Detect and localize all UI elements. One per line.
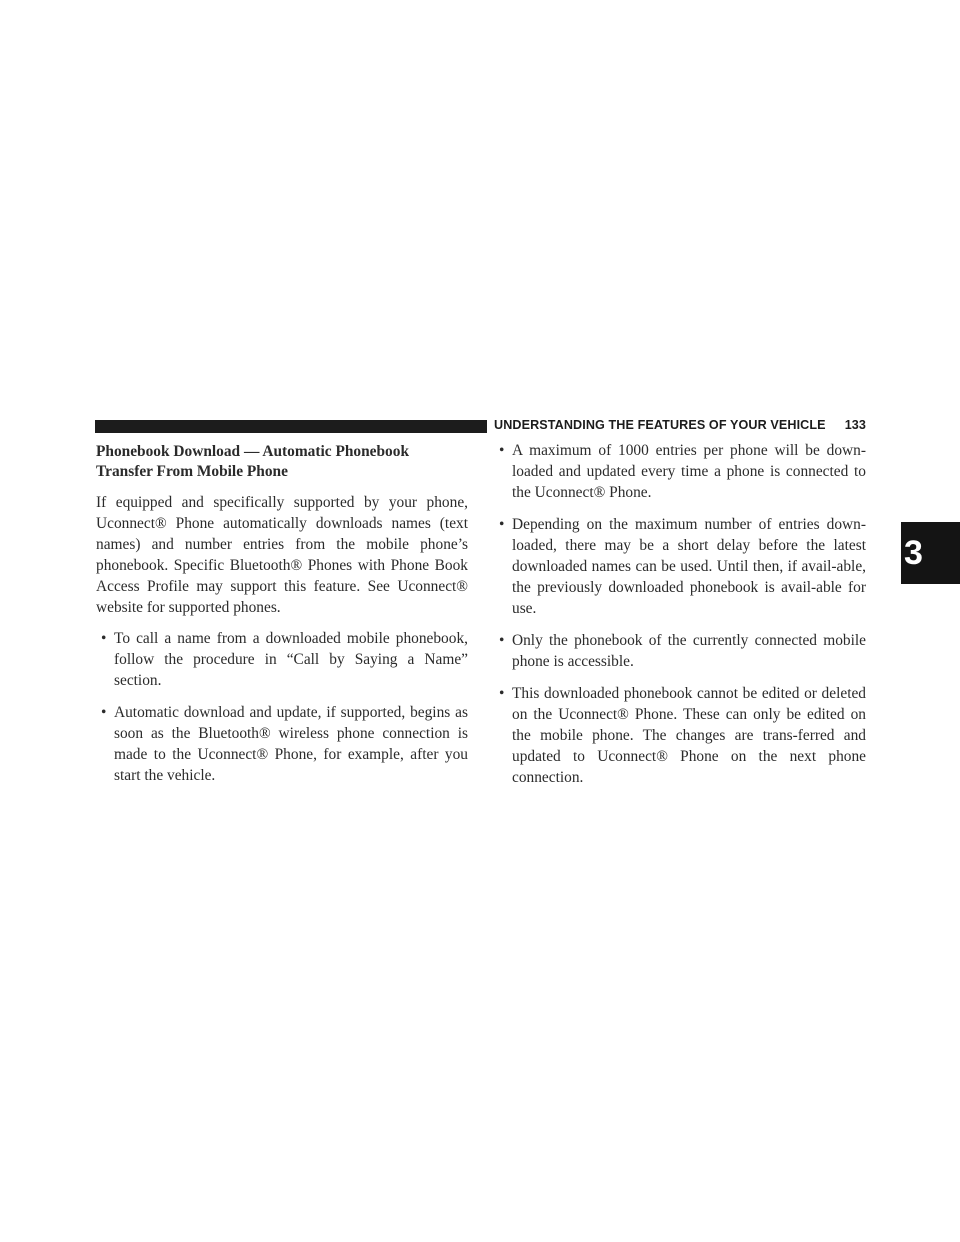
left-bullet-list — [96, 628, 468, 786]
intro-paragraph: If equipped and specifically supported by your phone, Uconnect® Phone automatically downloads names (text names) and number entries from the mobile phone’s phonebook. Specific Bluetooth® Phones with Phone Book Access Profile may support this feature. See Uconnect® website for supported phones. — [96, 494, 468, 616]
list-item — [494, 630, 866, 672]
list-item — [96, 702, 468, 786]
running-header — [494, 418, 866, 432]
page-number: 133 — [844, 418, 866, 432]
chapter-number: 3 — [904, 533, 923, 572]
bullet-icon: • — [499, 516, 505, 533]
list-item-text: This downloaded phonebook cannot be edited or deleted on the Uconnect® Phone. These can only be edited on the mobile phone. The changes are trans-ferred and updated to Uconnect® Phone on the next phone connection. — [512, 685, 866, 786]
header-rule-bar — [95, 420, 487, 433]
list-item-text: To call a name from a downloaded mobile phonebook, follow the procedure in “Call by Saying a Name” section. — [114, 630, 468, 689]
bullet-icon: • — [101, 704, 107, 721]
bullet-icon: • — [499, 685, 505, 702]
section-heading: Phonebook Download — Automatic Phonebook Transfer From Mobile Phone — [96, 443, 409, 480]
bullet-icon: • — [101, 630, 107, 647]
running-header-title: UNDERSTANDING THE FEATURES OF YOUR VEHICLE — [494, 418, 826, 432]
right-bullet-list — [494, 440, 866, 788]
list-item-text: Depending on the maximum number of entries down-loaded, there may be a short delay before the latest downloaded names can be used. Until then, if avail-able, the previously downloaded phonebook is avail-able for use. — [512, 516, 866, 617]
left-column — [96, 440, 468, 797]
list-item — [494, 440, 866, 503]
list-item-text: A maximum of 1000 entries per phone will be down-loaded and updated every time a phone is connected to the Uconnect® Phone. — [512, 442, 866, 501]
bullet-icon: • — [499, 442, 505, 459]
bullet-icon: • — [499, 632, 505, 649]
list-item-text: Automatic download and update, if supported, begins as soon as the Bluetooth® wireless phone connection is made to the Uconnect® Phone, for example, after you start the vehicle. — [114, 704, 468, 784]
list-item — [494, 514, 866, 619]
list-item — [494, 683, 866, 788]
right-column — [494, 440, 866, 799]
chapter-tab — [901, 522, 960, 584]
list-item — [96, 628, 468, 691]
list-item-text: Only the phonebook of the currently connected mobile phone is accessible. — [512, 632, 866, 670]
